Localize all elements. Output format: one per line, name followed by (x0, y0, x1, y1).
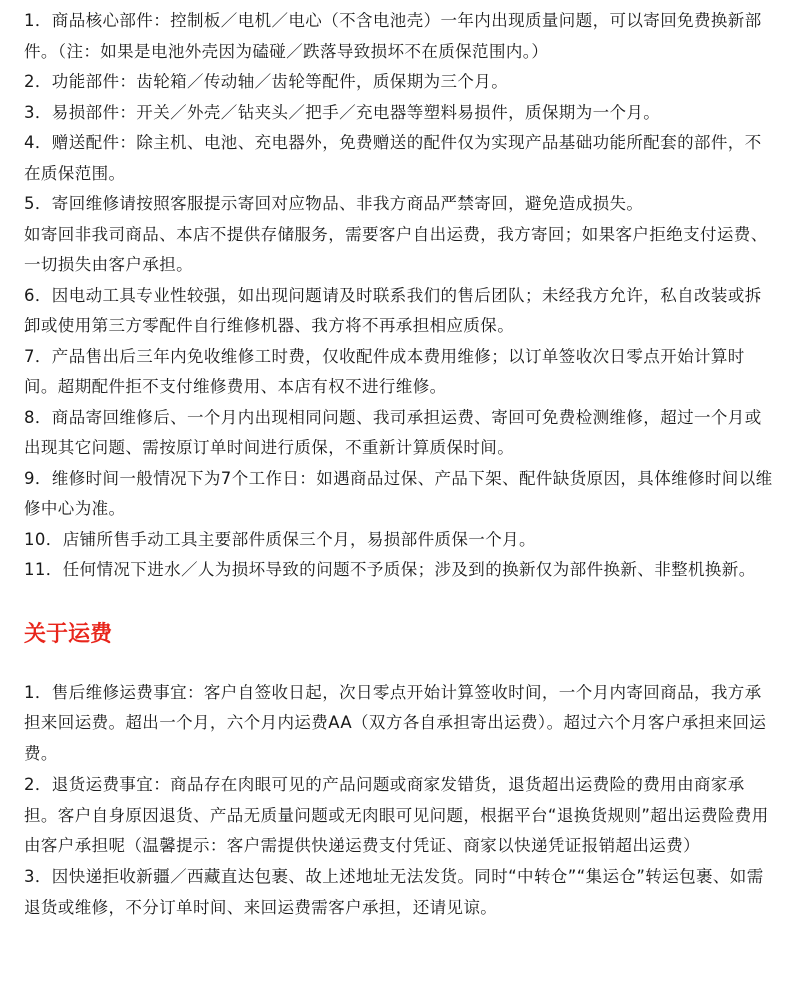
warranty-item-5-note: 如寄回非我司商品、本店不提供存储服务，需要客户自出运费，我方寄回；如果客户拒绝支付运费、一切损失由客户承担。 (24, 224, 768, 274)
shipping-item-2: 2．退货运费事宜：商品存在肉眼可见的产品问题或商家发错货，退货超出运费险的费用由商家承担。客户自身原因退货、产品无质量问题或无肉眼可见问题，根据平台“退换货规则”超出运费险费用由客户承担呢（温馨提示：客户需提供快递运费支付凭证、商家以快递凭证报销超出运费） (24, 774, 769, 856)
warranty-item-2: 2．功能部件：齿轮箱／传动轴／齿轮等配件，质保期为三个月。 (24, 72, 509, 91)
shipping-section-title: 关于运费 (24, 621, 113, 647)
warranty-item-7: 7．产品售出后三年内免收维修工时费，仅收配件成本费用维修；以订单签收次日零点开始计算时间。超期配件拒不支付维修费用、本店有权不进行维修。 (24, 346, 745, 396)
warranty-item-4: 4．赠送配件：除主机、电池、充电器外，免费赠送的配件仅为实现产品基础功能所配套的部件，不在质保范围。 (24, 133, 762, 183)
warranty-item-10: 10．店铺所售手动工具主要部件质保三个月，易损部件质保一个月。 (24, 529, 536, 549)
warranty-terms (24, 6, 774, 586)
warranty-item-9: 9．维修时间一般情况下为7个工作日：如遇商品过保、产品下架、配件缺货原因，具体维修时间以维修中心为准。 (24, 468, 773, 518)
document (24, 6, 774, 924)
warranty-item-11: 11．任何情况下进水／人为损坏导致的问题不予质保；涉及到的换新仅为部件换新、非整机换新。 (24, 560, 756, 579)
shipping-terms (24, 678, 774, 924)
shipping-item-3: 3．因快递拒收新疆／西藏直达包裹、故上述地址无法发货。同时“中转仓”“集运仓”转运包裹、如需退货或维修，不分订单时间、来回运费需客户承担，还请见谅。 (24, 867, 764, 918)
warranty-item-8: 8．商品寄回维修后、一个月内出现相同问题、我司承担运费、寄回可免费检测维修，超过一个月或出现其它问题、需按原订单时间进行质保，不重新计算质保时间。 (24, 407, 762, 457)
warranty-item-1: 1．商品核心部件：控制板／电机／电心（不含电池壳）一年内出现质量问题，可以寄回免费换新部件。（注：如果是电池外壳因为磕碰／跌落导致损坏不在质保范围内。） (24, 11, 762, 61)
warranty-item-5: 5．寄回维修请按照客服提示寄回对应物品、非我方商品严禁寄回，避免造成损失。 (24, 194, 644, 213)
warranty-item-3: 3．易损部件：开关／外壳／钻夹头／把手／充电器等塑料易损件，质保期为一个月。 (24, 102, 661, 122)
warranty-item-6: 6．因电动工具专业性较强，如出现问题请及时联系我们的售后团队；未经我方允许，私自改装或拆卸或使用第三方零配件自行维修机器、我方将不再承担相应质保。 (24, 285, 762, 335)
shipping-item-1: 1．售后维修运费事宜：客户自签收日起，次日零点开始计算签收时间，一个月内寄回商品，我方承担来回运费。超出一个月，六个月内运费AA（双方各自承担寄出运费）。超过六个月客户承担来回运费。 (24, 682, 767, 764)
